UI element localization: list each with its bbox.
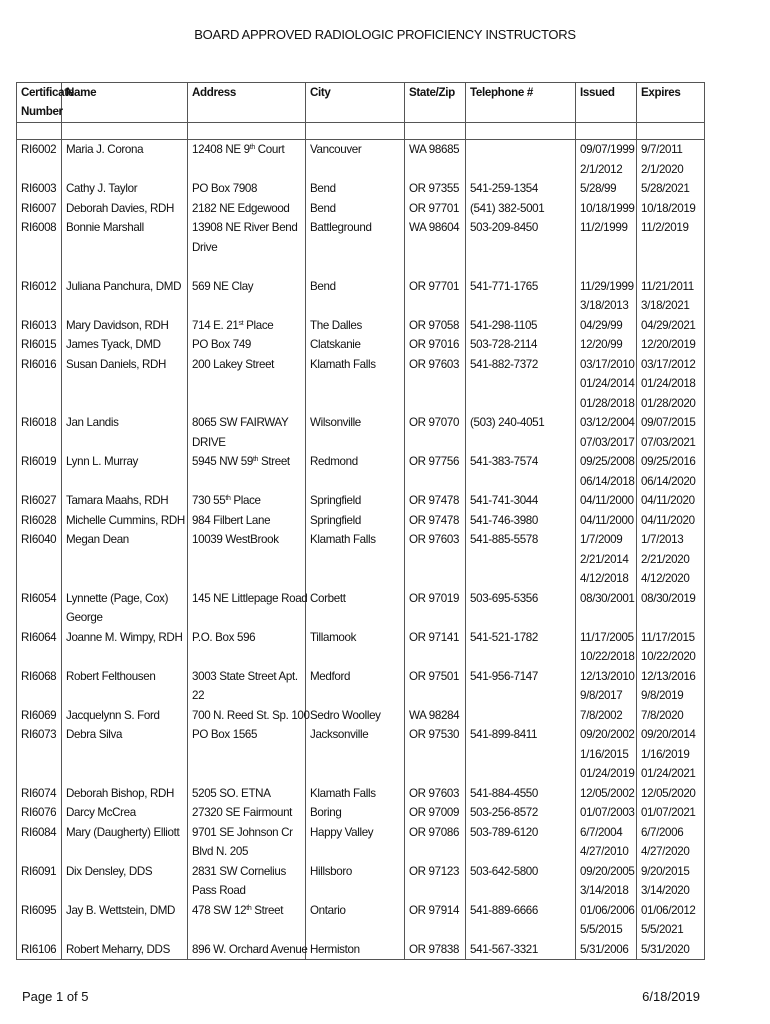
table-body [17,123,705,960]
table-row [17,901,705,940]
table-row [17,277,705,316]
document-title: BOARD APPROVED RADIOLOGIC PROFICIENCY INSTRUCTORS [194,27,576,42]
city: Bend [306,199,405,219]
city: Springfield [306,511,405,531]
state-zip: OR 97478 [405,491,466,511]
state-zip: OR 97701 [405,277,466,316]
issued-date: 03/12/2004 07/03/2017 [576,413,637,452]
issued-date: 12/05/2002 [576,784,637,804]
state-zip: WA 98685 [405,140,466,180]
address: 145 NE Littlepage Road [188,589,306,628]
state-zip: OR 97501 [405,667,466,706]
expires-date: 04/29/2021 [637,316,705,336]
address: 5945 NW 59th Street [188,452,306,491]
expires-date: 11/2/2019 [637,218,705,277]
column-header: Address [188,83,306,123]
city: Bend [306,179,405,199]
expires-date: 9/7/2011 2/1/2020 [637,140,705,180]
city: Springfield [306,491,405,511]
certificate-number: RI6003 [17,179,62,199]
telephone: 503-789-6120 [466,823,576,862]
telephone: 541-746-3980 [466,511,576,531]
table-row [17,413,705,452]
address: 10039 WestBrook [188,530,306,589]
issued-date: 09/20/2002 1/16/2015 01/24/2019 [576,725,637,784]
telephone: 503-695-5356 [466,589,576,628]
instructor-name: Darcy McCrea [62,803,188,823]
address: 896 W. Orchard Avenue [188,940,306,960]
issued-date: 11/29/1999 3/18/2013 [576,277,637,316]
instructor-name: Dix Densley, DDS [62,862,188,901]
expires-date: 7/8/2020 [637,706,705,726]
state-zip: OR 97701 [405,199,466,219]
state-zip: WA 98604 [405,218,466,277]
address: 2182 NE Edgewood [188,199,306,219]
certificate-number: RI6068 [17,667,62,706]
certificate-number: RI6074 [17,784,62,804]
telephone: 541-771-1765 [466,277,576,316]
table-row [17,784,705,804]
address: 13908 NE River Bend Drive [188,218,306,277]
certificate-number: RI6076 [17,803,62,823]
certificate-number: RI6007 [17,199,62,219]
instructor-name: Jacquelynn S. Ford [62,706,188,726]
telephone: 541-383-7574 [466,452,576,491]
certificate-number: RI6091 [17,862,62,901]
address: 730 55th Place [188,491,306,511]
certificate-number: RI6054 [17,589,62,628]
address: 700 N. Reed St. Sp. 100 [188,706,306,726]
certificate-number: RI6013 [17,316,62,336]
telephone: (541) 382-5001 [466,199,576,219]
address: 200 Lakey Street [188,355,306,414]
issued-date: 12/20/99 [576,335,637,355]
instructor-name: Susan Daniels, RDH [62,355,188,414]
issued-date: 09/20/2005 3/14/2018 [576,862,637,901]
city: Corbett [306,589,405,628]
expires-date: 5/28/2021 [637,179,705,199]
expires-date: 01/06/2012 5/5/2021 [637,901,705,940]
certificate-number: RI6073 [17,725,62,784]
instructor-table [16,82,705,960]
expires-date: 04/11/2020 [637,511,705,531]
instructor-name: Robert Meharry, DDS [62,940,188,960]
issued-date: 10/18/1999 [576,199,637,219]
state-zip: OR 97756 [405,452,466,491]
column-header: City [306,83,405,123]
instructor-name: Lynn L. Murray [62,452,188,491]
certificate-number: RI6019 [17,452,62,491]
state-zip: OR 97530 [405,725,466,784]
table-row [17,628,705,667]
table-row [17,862,705,901]
expires-date: 6/7/2006 4/27/2020 [637,823,705,862]
table-row [17,140,705,180]
expires-date: 9/20/2015 3/14/2020 [637,862,705,901]
certificate-number: RI6095 [17,901,62,940]
telephone: 541-567-3321 [466,940,576,960]
table-row [17,940,705,960]
expires-date: 09/07/2015 07/03/2021 [637,413,705,452]
instructor-name: Bonnie Marshall [62,218,188,277]
table-row [17,452,705,491]
city: Bend [306,277,405,316]
state-zip: OR 97355 [405,179,466,199]
address: 2831 SW Cornelius Pass Road [188,862,306,901]
city: Hillsboro [306,862,405,901]
state-zip: OR 97478 [405,511,466,531]
table-row [17,179,705,199]
address: 569 NE Clay [188,277,306,316]
city: The Dalles [306,316,405,336]
column-header: Telephone # [466,83,576,123]
issued-date: 5/31/2006 [576,940,637,960]
city: Ontario [306,901,405,940]
city: Wilsonville [306,413,405,452]
telephone: 541-884-4550 [466,784,576,804]
instructor-name: Cathy J. Taylor [62,179,188,199]
expires-date: 10/18/2019 [637,199,705,219]
table-row [17,725,705,784]
telephone: 541-882-7372 [466,355,576,414]
expires-date: 12/13/2016 9/8/2019 [637,667,705,706]
issued-date: 1/7/2009 2/21/2014 4/12/2018 [576,530,637,589]
city: Vancouver [306,140,405,180]
instructor-name: Lynnette (Page, Cox) George [62,589,188,628]
table-row [17,335,705,355]
telephone: 541-259-1354 [466,179,576,199]
telephone: 541-298-1105 [466,316,576,336]
certificate-number: RI6018 [17,413,62,452]
certificate-number: RI6064 [17,628,62,667]
column-header: State/Zip [405,83,466,123]
state-zip: WA 98284 [405,706,466,726]
table-row [17,530,705,589]
table-row [17,491,705,511]
address: 27320 SE Fairmount [188,803,306,823]
city: Battleground [306,218,405,277]
issued-date: 11/17/2005 10/22/2018 [576,628,637,667]
table-row [17,316,705,336]
address: 12408 NE 9th Court [188,140,306,180]
telephone [466,706,576,726]
state-zip: OR 97016 [405,335,466,355]
state-zip: OR 97603 [405,530,466,589]
state-zip: OR 97070 [405,413,466,452]
certificate-number: RI6069 [17,706,62,726]
certificate-number: RI6012 [17,277,62,316]
address: PO Box 1565 [188,725,306,784]
telephone: (503) 240-4051 [466,413,576,452]
expires-date: 01/07/2021 [637,803,705,823]
city: Sedro Woolley [306,706,405,726]
expires-date: 11/21/2011 3/18/2021 [637,277,705,316]
telephone: 503-209-8450 [466,218,576,277]
city: Happy Valley [306,823,405,862]
issued-date: 09/07/1999 2/1/2012 [576,140,637,180]
instructor-name: Maria J. Corona [62,140,188,180]
issued-date: 01/07/2003 [576,803,637,823]
table-row [17,218,705,277]
address: 5205 SO. ETNA [188,784,306,804]
address: 478 SW 12th Street [188,901,306,940]
issued-date: 08/30/2001 [576,589,637,628]
address: 9701 SE Johnson Cr Blvd N. 205 [188,823,306,862]
instructor-name: Juliana Panchura, DMD [62,277,188,316]
expires-date: 09/25/2016 06/14/2020 [637,452,705,491]
column-header: Expires [637,83,705,123]
instructor-name: Joanne M. Wimpy, RDH [62,628,188,667]
table-row [17,355,705,414]
issued-date: 11/2/1999 [576,218,637,277]
telephone: 541-521-1782 [466,628,576,667]
telephone: 541-956-7147 [466,667,576,706]
issued-date: 04/11/2000 [576,491,637,511]
issued-date: 12/13/2010 9/8/2017 [576,667,637,706]
telephone: 503-642-5800 [466,862,576,901]
header-row [17,83,705,123]
instructor-name: Deborah Bishop, RDH [62,784,188,804]
expires-date: 1/7/2013 2/21/2020 4/12/2020 [637,530,705,589]
issued-date: 5/28/99 [576,179,637,199]
city: Klamath Falls [306,530,405,589]
table-row [17,667,705,706]
state-zip: OR 97914 [405,901,466,940]
telephone: 541-741-3044 [466,491,576,511]
instructor-name: Mary Davidson, RDH [62,316,188,336]
state-zip: OR 97141 [405,628,466,667]
instructor-name: Deborah Davies, RDH [62,199,188,219]
certificate-number: RI6084 [17,823,62,862]
state-zip: OR 97019 [405,589,466,628]
telephone [466,140,576,180]
city: Klamath Falls [306,355,405,414]
address: 984 Filbert Lane [188,511,306,531]
telephone: 541-885-5578 [466,530,576,589]
certificate-number: RI6002 [17,140,62,180]
state-zip: OR 97603 [405,355,466,414]
issued-date: 03/17/2010 01/24/2014 01/28/2018 [576,355,637,414]
address: PO Box 7908 [188,179,306,199]
issued-date: 7/8/2002 [576,706,637,726]
instructor-name: Robert Felthousen [62,667,188,706]
state-zip: OR 97058 [405,316,466,336]
city: Medford [306,667,405,706]
address: 714 E. 21st Place [188,316,306,336]
state-zip: OR 97603 [405,784,466,804]
page-number: Page 1 of 5 [22,989,89,1004]
telephone: 503-728-2114 [466,335,576,355]
expires-date: 12/20/2019 [637,335,705,355]
address: P.O. Box 596 [188,628,306,667]
city: Tillamook [306,628,405,667]
address: 8065 SW FAIRWAY DRIVE [188,413,306,452]
city: Jacksonville [306,725,405,784]
certificate-number: RI6015 [17,335,62,355]
document-date: 6/18/2019 [642,989,700,1004]
expires-date: 03/17/2012 01/24/2018 01/28/2020 [637,355,705,414]
instructor-name: Megan Dean [62,530,188,589]
table-row [17,706,705,726]
telephone: 503-256-8572 [466,803,576,823]
state-zip: OR 97009 [405,803,466,823]
column-header: Certificate Number [17,83,62,123]
city: Boring [306,803,405,823]
table-row [17,199,705,219]
instructor-name: Jay B. Wettstein, DMD [62,901,188,940]
expires-date: 12/05/2020 [637,784,705,804]
table-row [17,589,705,628]
state-zip: OR 97123 [405,862,466,901]
expires-date: 5/31/2020 [637,940,705,960]
issued-date: 01/06/2006 5/5/2015 [576,901,637,940]
certificate-number: RI6008 [17,218,62,277]
telephone: 541-889-6666 [466,901,576,940]
address: PO Box 749 [188,335,306,355]
expires-date: 08/30/2019 [637,589,705,628]
table-row [17,803,705,823]
instructor-name: James Tyack, DMD [62,335,188,355]
issued-date: 09/25/2008 06/14/2018 [576,452,637,491]
table-row [17,823,705,862]
instructor-name: Tamara Maahs, RDH [62,491,188,511]
instructor-name: Mary (Daugherty) Elliott [62,823,188,862]
city: Clatskanie [306,335,405,355]
telephone: 541-899-8411 [466,725,576,784]
issued-date: 6/7/2004 4/27/2010 [576,823,637,862]
expires-date: 11/17/2015 10/22/2020 [637,628,705,667]
certificate-number: RI6016 [17,355,62,414]
issued-date: 04/11/2000 [576,511,637,531]
state-zip: OR 97838 [405,940,466,960]
expires-date: 04/11/2020 [637,491,705,511]
instructor-name: Jan Landis [62,413,188,452]
table-row [17,511,705,531]
instructor-name: Debra Silva [62,725,188,784]
spacer-row [17,123,705,140]
column-header: Name [62,83,188,123]
state-zip: OR 97086 [405,823,466,862]
address: 3003 State Street Apt. 22 [188,667,306,706]
column-header: Issued [576,83,637,123]
certificate-number: RI6028 [17,511,62,531]
certificate-number: RI6040 [17,530,62,589]
issued-date: 04/29/99 [576,316,637,336]
certificate-number: RI6027 [17,491,62,511]
certificate-number: RI6106 [17,940,62,960]
city: Hermiston [306,940,405,960]
expires-date: 09/20/2014 1/16/2019 01/24/2021 [637,725,705,784]
city: Klamath Falls [306,784,405,804]
city: Redmond [306,452,405,491]
instructor-name: Michelle Cummins, RDH [62,511,188,531]
